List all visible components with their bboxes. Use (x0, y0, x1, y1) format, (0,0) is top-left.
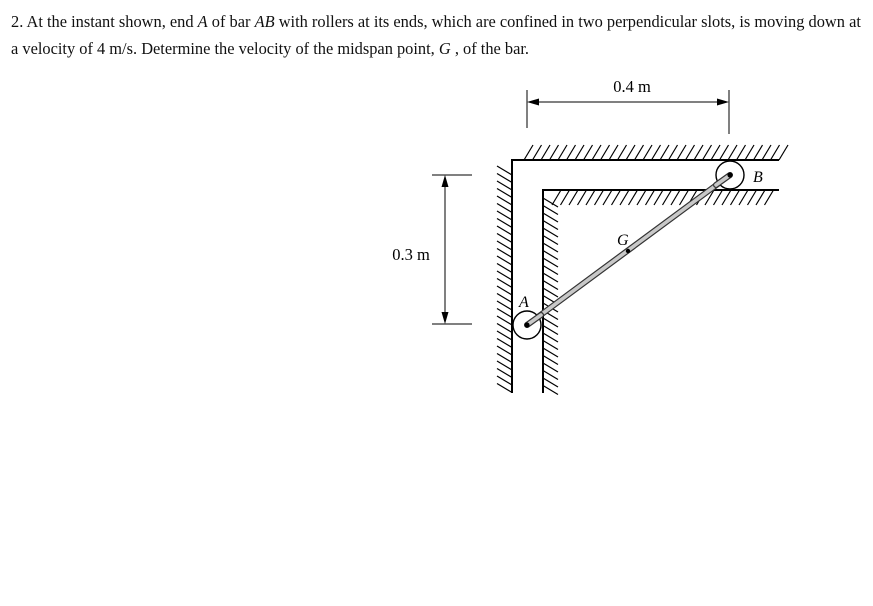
hatch-mark (497, 301, 512, 310)
bar-ref: AB (254, 12, 275, 31)
hatch-mark (543, 213, 558, 222)
hatch-mark (558, 145, 567, 160)
slot-walls (512, 160, 779, 393)
hatch-mark (497, 369, 512, 378)
hatch-mark (543, 333, 558, 342)
hatch-mark (497, 166, 512, 175)
hatch-mark (543, 251, 558, 260)
hatch-mark (637, 190, 646, 205)
problem-text-1: At the instant shown, end (23, 12, 198, 31)
hatch-mark (745, 145, 754, 160)
problem-number: 2. (11, 12, 24, 31)
hatch-mark (497, 271, 512, 280)
problem-text-2: of bar (207, 12, 255, 31)
hatch-mark (497, 339, 512, 348)
hatch-mark (756, 190, 765, 205)
hatch-mark (497, 249, 512, 258)
hatch-mark (524, 145, 533, 160)
hatch-mark (669, 145, 678, 160)
hatch-mark (497, 279, 512, 288)
hatch-mark (720, 145, 729, 160)
hatch-mark (711, 145, 720, 160)
label-a: A (519, 294, 529, 311)
hatch-mark (584, 145, 593, 160)
inner-wall (543, 190, 779, 393)
outer-wall (512, 160, 779, 393)
hatch-mark (497, 219, 512, 228)
hatch-mark (754, 145, 763, 160)
dimension-vertical-label: 0.3 m (392, 245, 430, 264)
hatch-mark (497, 331, 512, 340)
hatch-mark (686, 145, 695, 160)
hatch-mark (731, 190, 740, 205)
hatch-mark (543, 341, 558, 350)
hatch-mark (561, 190, 570, 205)
hatch-mark (652, 145, 661, 160)
hatch-mark (497, 286, 512, 295)
hatch-mark (497, 204, 512, 213)
hatch-mark (620, 190, 629, 205)
dimension-horizontal (527, 90, 729, 134)
hatch-mark (643, 145, 652, 160)
hatch-mark (703, 145, 712, 160)
hatch-mark (586, 190, 595, 205)
midpoint-g-dot (626, 249, 630, 253)
roller-a (513, 311, 541, 339)
hatch-mark (543, 266, 558, 275)
hatch-mark (497, 174, 512, 183)
hatch-mark (575, 145, 584, 160)
hatch-mark (543, 356, 558, 365)
hatch-mark (543, 288, 558, 297)
hatch-mark (497, 196, 512, 205)
hatch-mark (543, 243, 558, 252)
hatch-mark (722, 190, 731, 205)
hatch-mark (543, 206, 558, 215)
hatch-mark (543, 363, 558, 372)
hatch-mark (497, 316, 512, 325)
hatch-mark (543, 258, 558, 267)
hatch-mark (497, 324, 512, 333)
hatch-mark (543, 236, 558, 245)
dimension-horizontal-label: 0.4 m (613, 77, 651, 96)
hatch-mark (497, 241, 512, 250)
hatch-mark (543, 281, 558, 290)
hatch-mark (543, 221, 558, 230)
hatch-mark (671, 190, 680, 205)
hatch-mark (497, 361, 512, 370)
hatch-mark (497, 346, 512, 355)
dimension-vertical (432, 175, 472, 324)
hatch-mark (680, 190, 689, 205)
hatch-mark (646, 190, 655, 205)
hatch-mark (541, 145, 550, 160)
hatch-inner-vertical (543, 198, 558, 395)
hatch-mark (592, 145, 601, 160)
hatch-mark (533, 145, 542, 160)
hatch-mark (497, 226, 512, 235)
hatch-mark (497, 181, 512, 190)
point-g-ref: G (438, 39, 451, 58)
label-b: B (753, 169, 763, 186)
hatch-mark (765, 190, 774, 205)
hatch-mark (578, 190, 587, 205)
hatch-mark (663, 190, 672, 205)
hatch-mark (543, 318, 558, 327)
hatch-mark (762, 145, 771, 160)
hatch-mark (660, 145, 669, 160)
hatch-top-wall (524, 145, 788, 160)
hatch-mark (739, 190, 748, 205)
hatch-mark (567, 145, 576, 160)
hatch-mark (543, 378, 558, 387)
problem-text-3: with rollers at its ends, which are confined in two perpendicular slots, is moving down at a velocity of 4 m/s. Determine the velocity of the midspan point, (11, 12, 861, 58)
hatch-mark (497, 309, 512, 318)
hatch-mark (654, 190, 663, 205)
hatch-mark (714, 190, 723, 205)
hatch-mark (543, 228, 558, 237)
problem-text-4: , of the bar. (450, 39, 530, 58)
hatch-mark (677, 145, 686, 160)
hatch-mark (497, 256, 512, 265)
hatch-mark (601, 145, 610, 160)
roller-b (716, 161, 744, 189)
hatch-mark (543, 386, 558, 395)
hatch-mark (497, 211, 512, 220)
hatch-mark (728, 145, 737, 160)
hatch-mark (543, 326, 558, 335)
hatch-left-wall (497, 166, 512, 393)
hatch-mark (635, 145, 644, 160)
hatch-mark (612, 190, 621, 205)
hatch-mark (497, 189, 512, 198)
hatch-mark (543, 273, 558, 282)
hatch-mark (550, 145, 559, 160)
hatch-mark (771, 145, 780, 160)
hatch-mark (543, 371, 558, 380)
hatch-mark (737, 145, 746, 160)
hatch-mark (595, 190, 604, 205)
hatch-mark (497, 264, 512, 273)
label-g: G (617, 232, 629, 249)
hatch-mark (694, 145, 703, 160)
hatch-mark (497, 354, 512, 363)
hatch-inner-horizontal (552, 190, 774, 205)
hatch-mark (609, 145, 618, 160)
hatch-mark (629, 190, 638, 205)
hatch-mark (779, 145, 788, 160)
hatch-mark (543, 348, 558, 357)
hatch-mark (618, 145, 627, 160)
hatch-mark (497, 376, 512, 385)
hatch-mark (626, 145, 635, 160)
hatch-mark (552, 190, 561, 205)
hatch-mark (497, 294, 512, 303)
hatch-mark (603, 190, 612, 205)
hatch-mark (748, 190, 757, 205)
hatch-mark (569, 190, 578, 205)
hatch-mark (497, 234, 512, 243)
hatch-mark (497, 384, 512, 393)
point-a-ref: A (197, 12, 208, 31)
